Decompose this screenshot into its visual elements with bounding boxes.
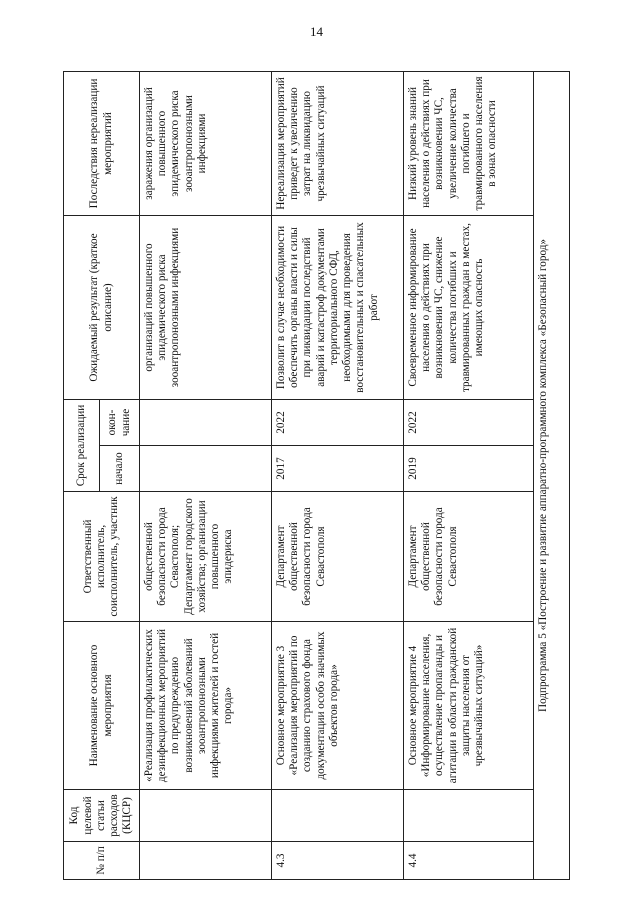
cell-responsible: общественной безопасности города Севастополя; Департамент городского хозяйства; организации повышенного эпидериска (140, 492, 272, 622)
cell-start (140, 446, 272, 492)
cell-num: 4.3 (272, 842, 404, 880)
header-result: Ожидаемый результат (краткое описание) (64, 216, 140, 400)
header-name: Наименование основного мероприятия (64, 622, 140, 790)
cell-num: 4.4 (404, 842, 534, 880)
cell-code (140, 790, 272, 842)
cell-responsible: Департамент общественной безопасности города Севастополя (272, 492, 404, 622)
page-number: 14 (310, 24, 323, 39)
subprogram-row (534, 72, 570, 880)
cell-code (404, 790, 534, 842)
cell-name: «Реализация профилактических дезинфекционных мероприятий по предупреждению возникновений заболеваний зооантропонозными инфекциями жителей и гостей города» (140, 622, 272, 790)
cell-name: Основное мероприятие 3 «Реализация мероприятий по созданию страхового фонда документации особо значимых объектов города» (272, 622, 404, 790)
header-period-start: начало (100, 446, 140, 492)
table-row (140, 72, 272, 880)
cell-end: 2022 (404, 400, 534, 446)
cell-consequences: Нереализация мероприятий приведет к увеличению затрат на ликвидацию чрезвычайных ситуаций (272, 72, 404, 216)
table-row (404, 72, 534, 880)
header-consequences: Последствия нереализации мероприятий (64, 72, 140, 216)
header-num: № п/п (64, 842, 140, 880)
cell-name: Основное мероприятие 4 «Информирование населения, осуществление пропаганды и агитации в области гражданской защиты населения от чрезвычайных ситуаций» (404, 622, 534, 790)
cell-end (140, 400, 272, 446)
header-code: Код целевой статьи расходов (КЦСР) (64, 790, 140, 842)
header-row (64, 72, 100, 880)
cell-result: организаций повышенного эпидемического риска зооантропонозными инфекциями (140, 216, 272, 400)
header-period-end: окон-чание (100, 400, 140, 446)
cell-start: 2019 (404, 446, 534, 492)
cell-consequences: Низкий уровень знаний населения о действиях при возникновении ЧС, увеличение количества погибшего и травмированного населения в зонах опасности (404, 72, 534, 216)
header-responsible: Ответственный исполнитель, соисполнитель, участник (64, 492, 140, 622)
cell-num (140, 842, 272, 880)
cell-start: 2017 (272, 446, 404, 492)
cell-end: 2022 (272, 400, 404, 446)
header-period: Срок реализации (64, 400, 100, 492)
subprogram-title: Подпрограмма 5 «Построение и развитие аппаратно-программного комплекса «Безопасный город» (534, 72, 570, 880)
activities-table (63, 71, 570, 880)
table-row (272, 72, 404, 880)
cell-responsible: Департамент общественной безопасности города Севастополя (404, 492, 534, 622)
cell-result: Своевременное информирование населения о действиях при возникновении ЧС, снижение количества погибших и травмированных граждан в местах, имеющих опасность (404, 216, 534, 400)
cell-consequences: заражения организаций повышенного эпидемического риска зооантропонозными инфекциями (140, 72, 272, 216)
cell-code (272, 790, 404, 842)
rotated-table-container (63, 72, 569, 880)
cell-result: Позволит в случае необходимости обеспечить органы власти и силы при ликвидации последствий аварий и катастроф документами территориального СФД, необходимыми для проведения восстановительных и спасательных работ (272, 216, 404, 400)
